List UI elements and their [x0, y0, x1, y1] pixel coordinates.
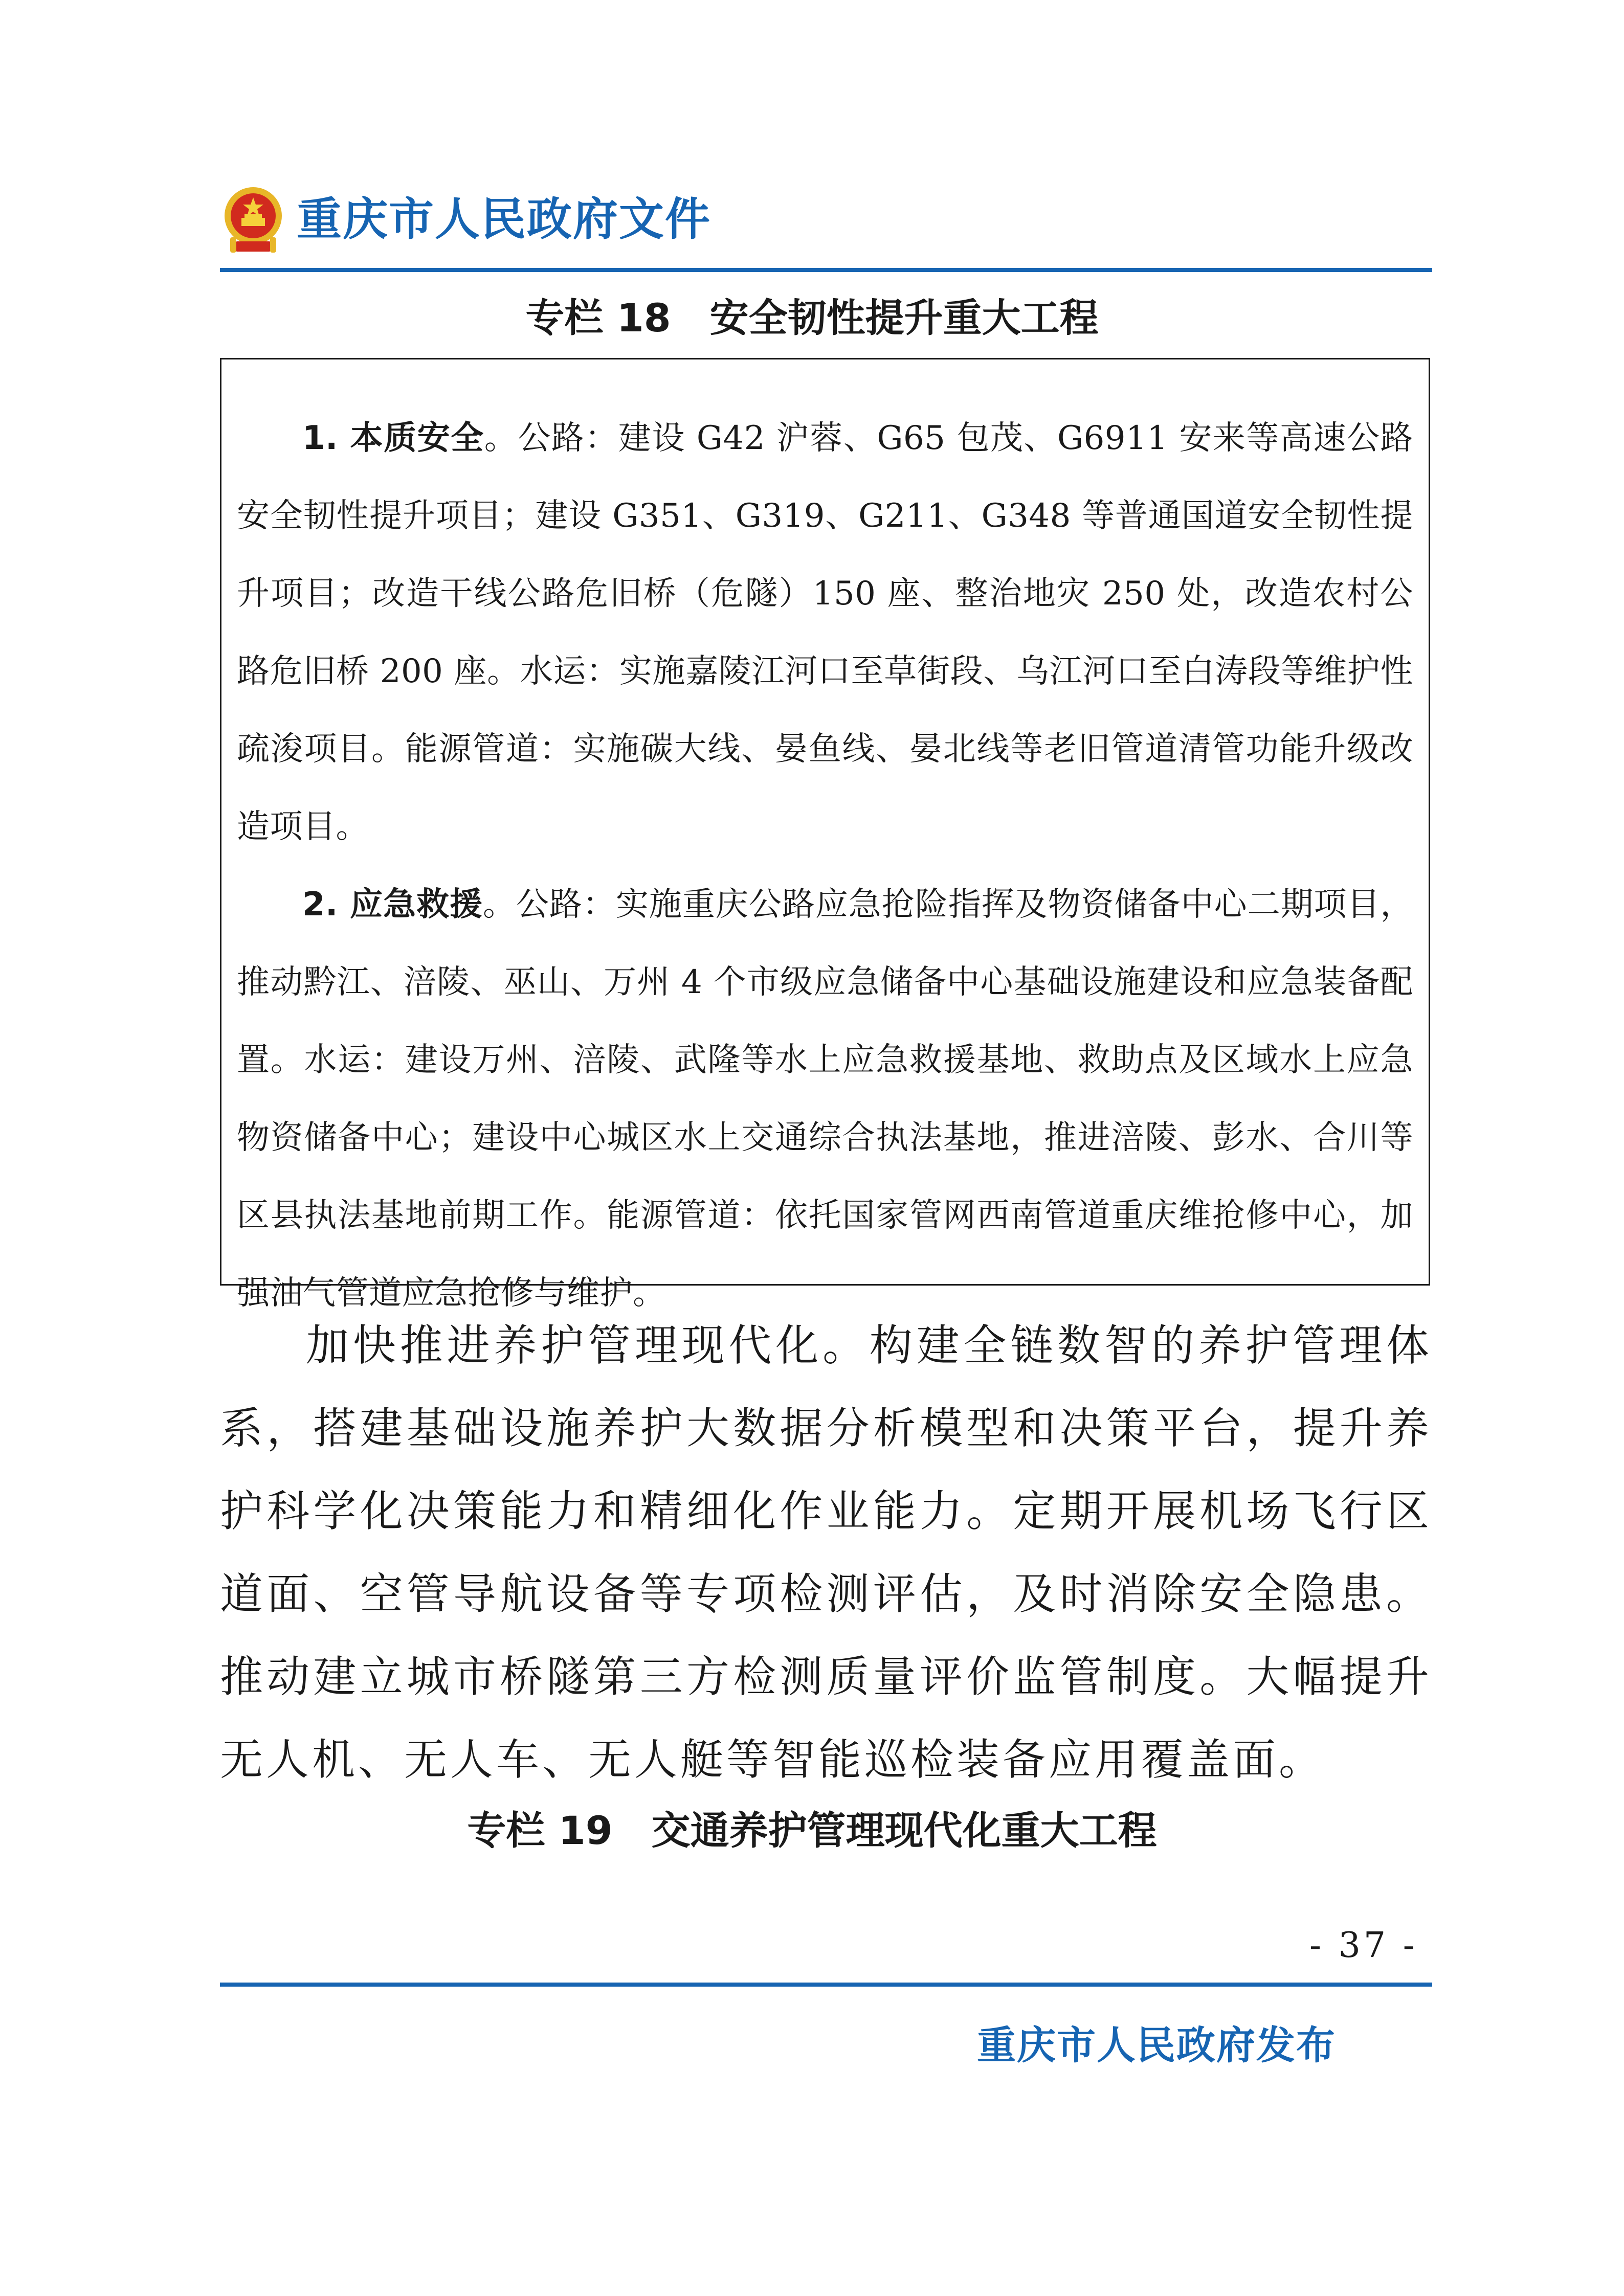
publisher-label: 重庆市人民政府发布 — [977, 2022, 1336, 2068]
item-2-text: 。公路：实施重庆公路应急抢险指挥及物资储备中心二期项目，推动黔江、涪陵、巫山、万州 4 个市级应急储备中心基础设施建设和应急装备配置。水运：建设万州、涪陵、武隆等水上应急救援基地、救助点及区域水上应急物资储备中心；建设中心城区水上交通综合执法基地，推进涪陵、彭水、合川等区县执法基地前期工作。能源管道：依托国家管网西南管道重庆维抢修中心，加强油气管道应急抢修与维护。 — [237, 886, 1414, 1312]
box-item-1 — [237, 399, 1413, 866]
document-header — [215, 184, 1432, 276]
box-item-2 — [237, 866, 1413, 1332]
page-number: - 37 - — [1309, 1925, 1418, 1966]
item-1-lead: 1. 本质安全 — [302, 419, 484, 457]
item-1-text: 。公路：建设 G42 沪蓉、G65 包茂、G6911 安来等高速公路安全韧性提升项目；建设 G351、G319、G211、G348 等普通国道安全韧性提升项目；改造干线公路危旧桥（危隧）150 座、整治地灾 250 处，改造农村公路危旧桥 200 座。水运：实施嘉陵江河口至草街段、乌江河口至白涛段等维护性疏浚项目。能源管道：实施碳大线、晏鱼线、晏北线等老旧管道清管功能升级改造项目。 — [237, 419, 1414, 846]
header-divider — [220, 268, 1432, 272]
item-2-lead: 2. 应急救援 — [302, 886, 483, 924]
section-title-19: 专栏 19 交通养护管理现代化重大工程 — [467, 1808, 1157, 1853]
section-title-18: 专栏 18 安全韧性提升重大工程 — [525, 295, 1099, 341]
national-emblem-icon — [220, 184, 286, 256]
footer-divider — [220, 1983, 1432, 1987]
document-title: 重庆市人民政府文件 — [297, 193, 711, 245]
body-paragraph: 加快推进养护管理现代化。构建全链数智的养护管理体系，搭建基础设施养护大数据分析模型和决策平台，提升养护科学化决策能力和精细化作业能力。定期开展机场飞行区道面、空管导航设备等专项检测评估，及时消除安全隐患。推动建立城市桥隧第三方检测质量评价监管制度。大幅提升无人机、无人车、无人艇等智能巡检装备应用覆盖面。 — [220, 1320, 1432, 1785]
section-box-18 — [220, 358, 1430, 1312]
